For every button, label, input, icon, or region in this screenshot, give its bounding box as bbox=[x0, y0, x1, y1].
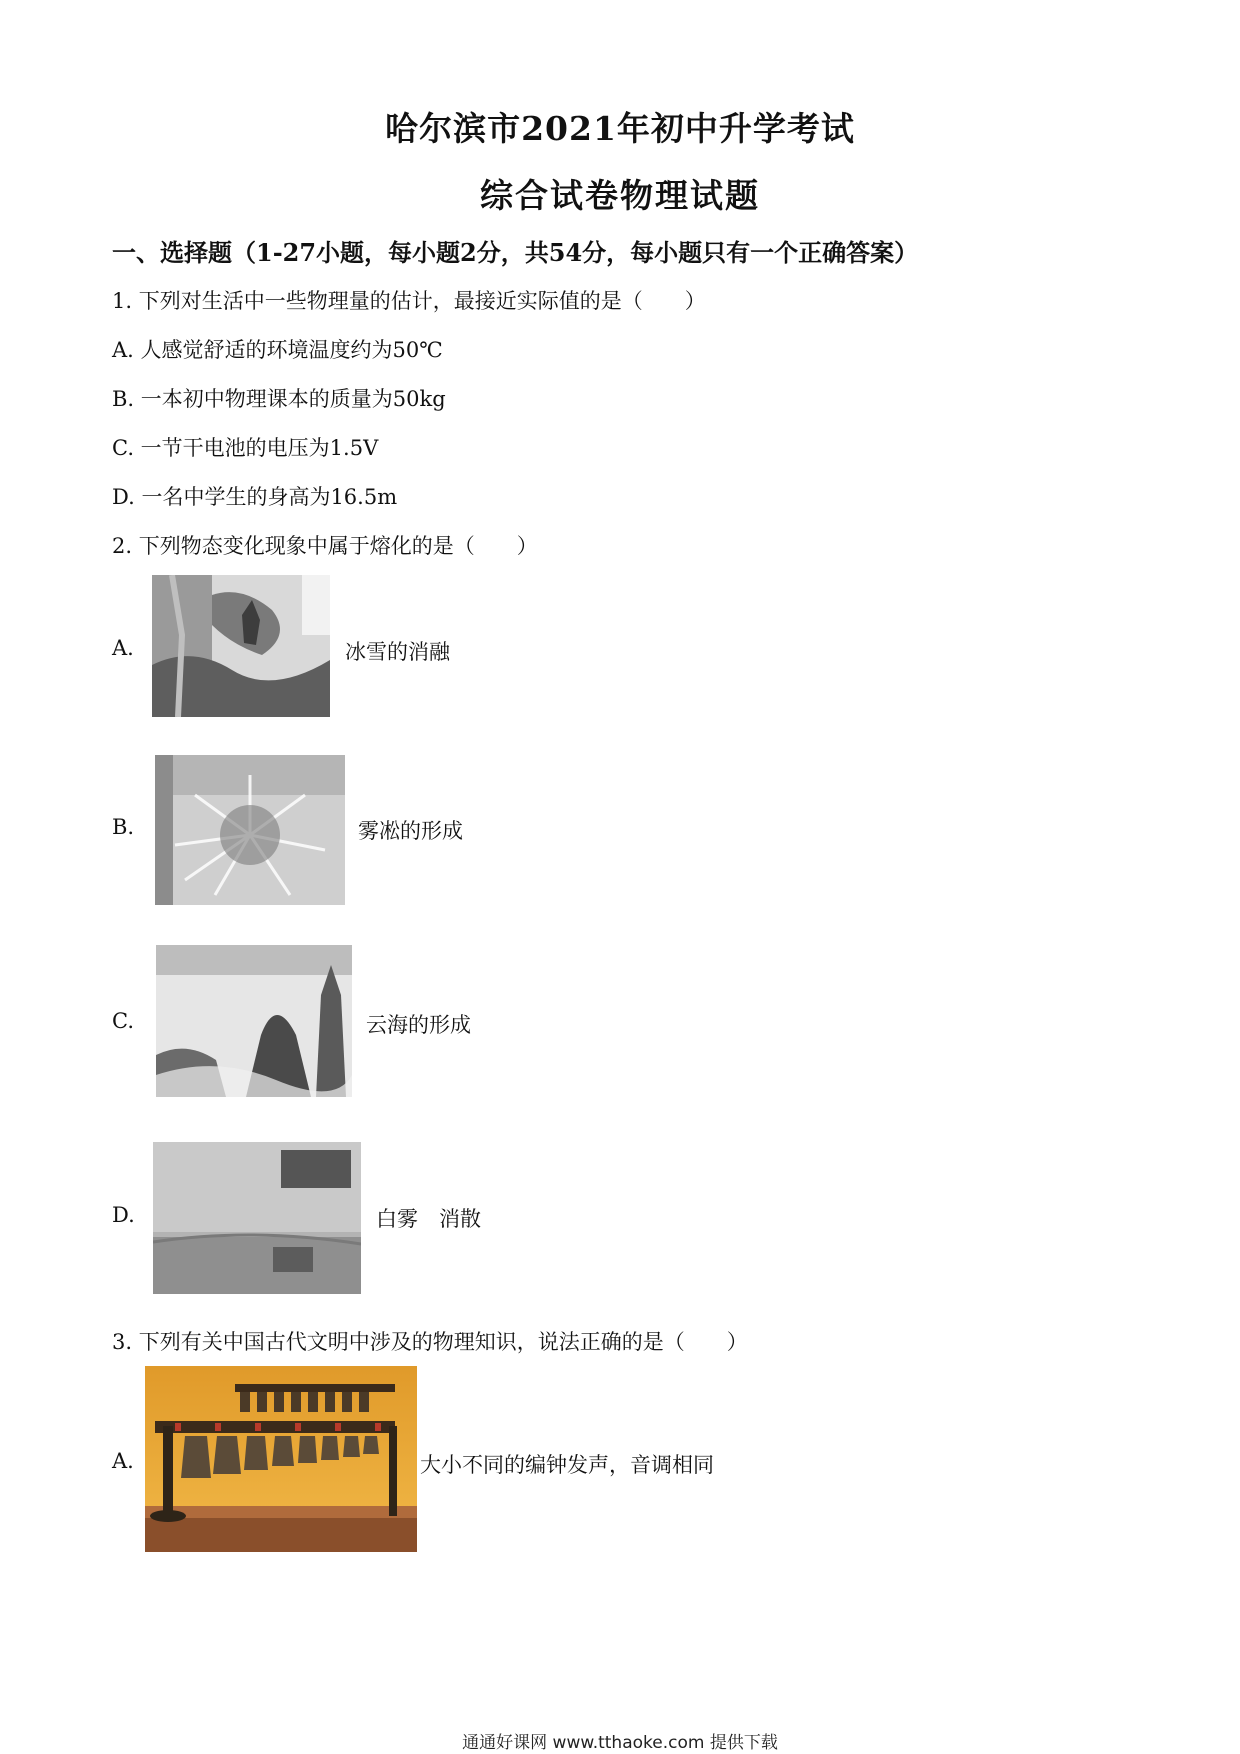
question-1-option-b: B. 一本初中物理课本的质量为50kg bbox=[112, 387, 446, 411]
section-heading: 一、选择题（1-27小题，每小题2分，共54分，每小题只有一个正确答案） bbox=[112, 238, 919, 267]
question-2-option-d-text: 白雾 消散 bbox=[376, 1207, 481, 1231]
question-1-option-c: C. 一节干电池的电压为1.5V bbox=[112, 436, 379, 460]
question-2-option-c-text: 云海的形成 bbox=[366, 1013, 471, 1037]
question-3-option-a-text: 大小不同的编钟发声，音调相同 bbox=[420, 1453, 714, 1477]
exam-subtitle: 综合试卷物理试题 bbox=[480, 176, 760, 215]
question-3-stem: 3. 下列有关中国古代文明中涉及的物理知识，说法正确的是（ ） bbox=[112, 1330, 748, 1354]
page-footer: 通通好课网 www.tthaoke.com 提供下载 bbox=[462, 1733, 778, 1753]
question-2-stem: 2. 下列物态变化现象中属于熔化的是（ ） bbox=[112, 534, 538, 558]
question-2-option-a-label: A. bbox=[112, 636, 134, 660]
question-2-option-b-text: 雾凇的形成 bbox=[358, 819, 463, 843]
question-1-option-d: D. 一名中学生的身高为16.5m bbox=[112, 485, 398, 509]
question-1-option-a: A. 人感觉舒适的环境温度约为50℃ bbox=[112, 338, 443, 362]
question-2-option-d-label: D. bbox=[112, 1203, 135, 1227]
fog-dissipating-photo bbox=[153, 1142, 361, 1294]
question-2-option-b-label: B. bbox=[112, 815, 135, 839]
exam-title: 哈尔滨市2021年初中升学考试 bbox=[385, 109, 855, 148]
question-2-option-a-text: 冰雪的消融 bbox=[345, 640, 450, 664]
melting-snow-photo bbox=[152, 575, 330, 717]
question-1-stem: 1. 下列对生活中一些物理量的估计，最接近实际值的是（ ） bbox=[112, 289, 706, 313]
question-2-option-c-label: C. bbox=[112, 1009, 134, 1033]
chime-bells-photo bbox=[145, 1366, 417, 1552]
rime-frost-photo bbox=[155, 755, 345, 905]
question-3-option-a-label: A. bbox=[112, 1449, 134, 1473]
sea-of-clouds-photo bbox=[156, 945, 352, 1097]
